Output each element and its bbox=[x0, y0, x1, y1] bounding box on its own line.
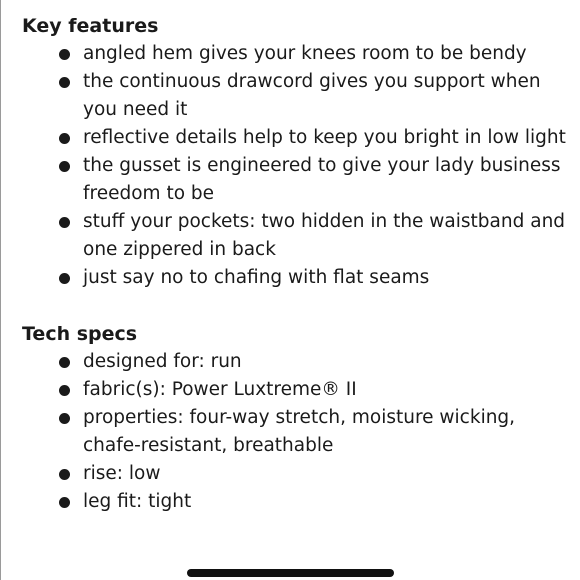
list-item bbox=[83, 124, 567, 152]
list-item bbox=[83, 40, 567, 68]
left-edge-border bbox=[0, 0, 1, 580]
list-item-text: fabric(s): Power Luxtreme® II bbox=[83, 379, 357, 400]
list-item bbox=[83, 404, 567, 460]
list-item-text: reflective details help to keep you bright in low light bbox=[83, 127, 566, 148]
bullet-icon bbox=[59, 497, 70, 508]
bullet-icon bbox=[59, 133, 70, 144]
list-item-text: the gusset is engineered to give your lady business freedom to be bbox=[83, 155, 561, 204]
list-item bbox=[83, 376, 567, 404]
bullet-icon bbox=[59, 77, 70, 88]
bullet-icon bbox=[59, 217, 70, 228]
bullet-icon bbox=[59, 357, 70, 368]
list-item bbox=[83, 460, 567, 488]
bullet-icon bbox=[59, 469, 70, 480]
list-item bbox=[83, 264, 567, 292]
list-item bbox=[83, 68, 567, 124]
list-item-text: leg fit: tight bbox=[83, 491, 192, 512]
bullet-icon bbox=[59, 385, 70, 396]
bullet-icon bbox=[59, 273, 70, 284]
list-item bbox=[83, 152, 567, 208]
bullet-icon bbox=[59, 161, 70, 172]
list-item-text: designed for: run bbox=[83, 351, 242, 372]
list-item bbox=[83, 488, 567, 516]
list-item bbox=[83, 348, 567, 376]
list-item bbox=[83, 208, 567, 264]
home-indicator-bar[interactable] bbox=[187, 569, 394, 577]
product-details bbox=[22, 12, 567, 516]
key-features-heading: Key features bbox=[22, 15, 159, 37]
key-features-list bbox=[22, 40, 567, 292]
section-spacer bbox=[22, 292, 567, 320]
list-item-text: the continuous drawcord gives you support when you need it bbox=[83, 71, 541, 120]
tech-specs-heading: Tech specs bbox=[22, 323, 138, 345]
tech-specs-list bbox=[22, 348, 567, 516]
list-item-text: properties: four-way stretch, moisture wicking, chafe-resistant, breathable bbox=[83, 407, 516, 456]
bullet-icon bbox=[59, 413, 70, 424]
list-item-text: rise: low bbox=[83, 463, 161, 484]
list-item-text: just say no to chafing with flat seams bbox=[83, 267, 430, 288]
list-item-text: angled hem gives your knees room to be bendy bbox=[83, 43, 527, 64]
list-item-text: stuff your pockets: two hidden in the waistband and one zippered in back bbox=[83, 211, 566, 260]
bullet-icon bbox=[59, 49, 70, 60]
